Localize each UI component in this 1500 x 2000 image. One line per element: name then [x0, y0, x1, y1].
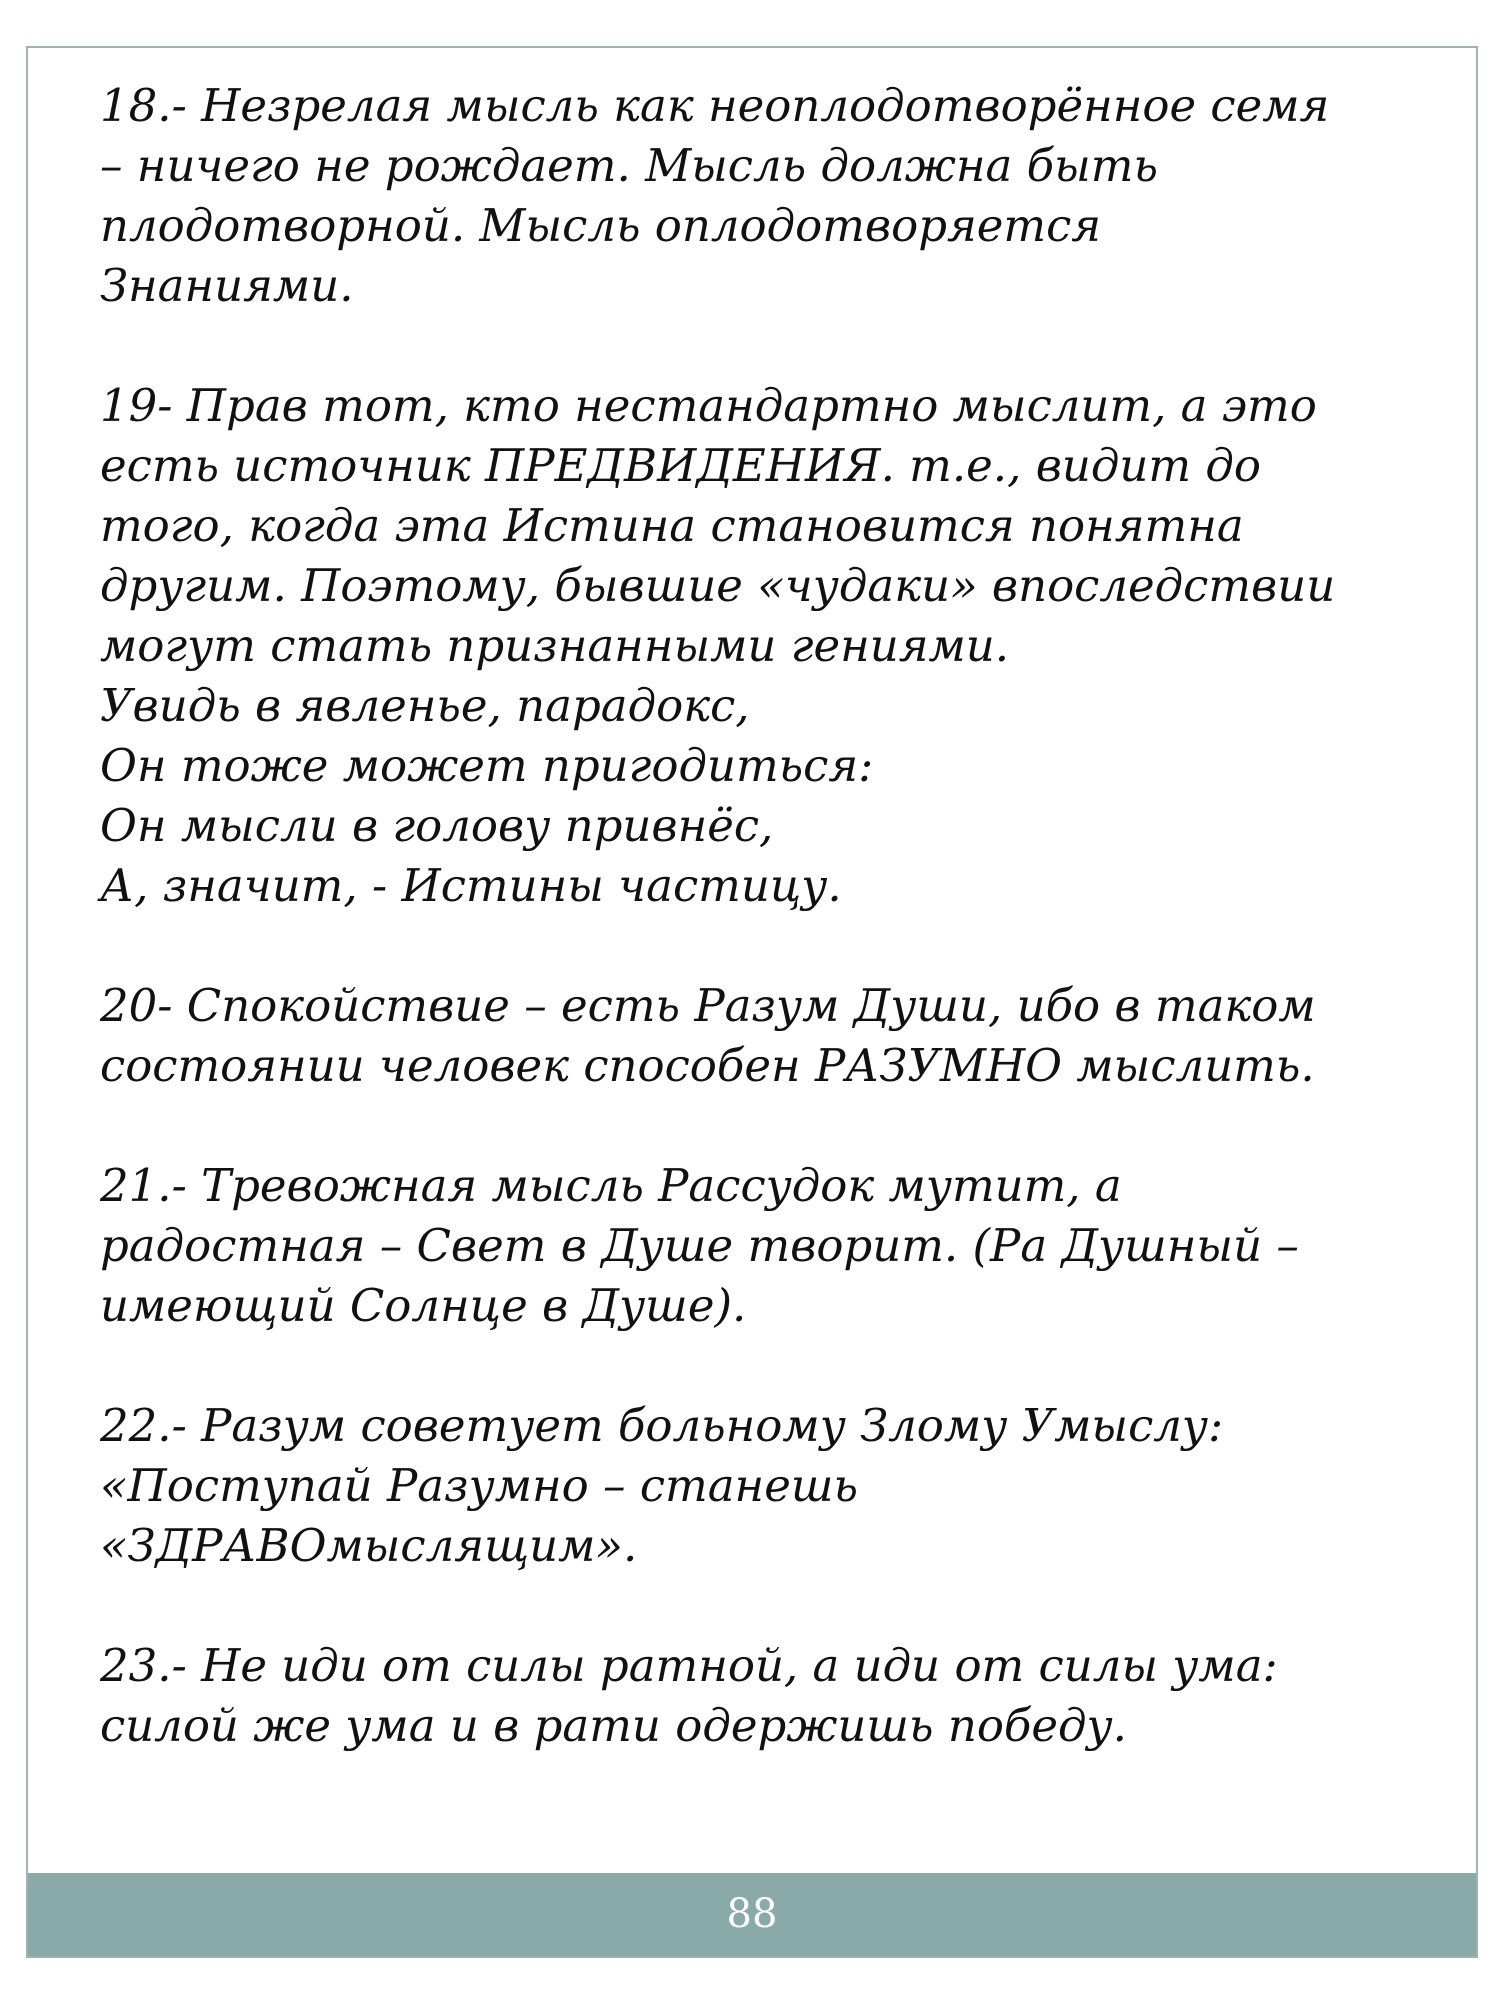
text-line: Знаниями. [100, 259, 354, 312]
footer-band [28, 1873, 1476, 1956]
text-line: есть источник ПРЕДВИДЕНИЯ. т.е., видит до [100, 439, 1261, 492]
text-line: 20- Спокойствие – есть Разум Души, ибо в таком [100, 979, 1316, 1032]
text-line: «Поступай Разумно – станешь [100, 1459, 858, 1512]
text-line: 19- Прав тот, кто нестандартно мыслит, а это [100, 379, 1317, 432]
text-line: 21.- Тревожная мысль Рассудок мутит, а [100, 1159, 1122, 1212]
page-body [100, 76, 1430, 1816]
text-line: другим. Поэтому, бывшие «чудаки» впоследствии [100, 559, 1336, 612]
page-number: 88 [726, 1891, 778, 1937]
paragraph-18 [100, 76, 1430, 316]
text-line: 18.- Незрелая мысль как неоплодотворённое семя [100, 79, 1330, 132]
text-line: плодотворной. Мысль оплодотворяется [100, 199, 1102, 252]
paragraph-22 [100, 1396, 1430, 1576]
poem-line: Увидь в явленье, парадокс, [100, 679, 750, 732]
text-line: 23.- Не иди от силы ратной, а иди от силы ума: [100, 1639, 1278, 1692]
text-line: силой же ума и в рати одержишь победу. [100, 1699, 1127, 1752]
poem-line: Он тоже может пригодиться: [100, 739, 874, 792]
paragraph-19 [100, 376, 1430, 916]
text-line: 22.- Разум советует больному Злому Умыслу: [100, 1399, 1224, 1452]
poem-line: А, значит, - Истины частицу. [100, 859, 842, 912]
text-line: состоянии человек способен РАЗУМНО мыслить. [100, 1039, 1315, 1092]
paragraph-20 [100, 976, 1430, 1096]
text-line: могут стать признанными гениями. [100, 619, 1010, 672]
text-line: имеющий Солнце в Душе). [100, 1279, 747, 1332]
paragraph-21 [100, 1156, 1430, 1336]
poem-line: Он мысли в голову привнёс, [100, 799, 774, 852]
text-line: – ничего не рождает. Мысль должна быть [100, 139, 1158, 192]
text-line: «ЗДРАВОмыслящим». [100, 1519, 638, 1572]
paragraph-23 [100, 1636, 1430, 1756]
text-line: того, когда эта Истина становится понятна [100, 499, 1244, 552]
text-line: радостная – Свет в Душе творит. (Ра Душный – [100, 1219, 1299, 1272]
